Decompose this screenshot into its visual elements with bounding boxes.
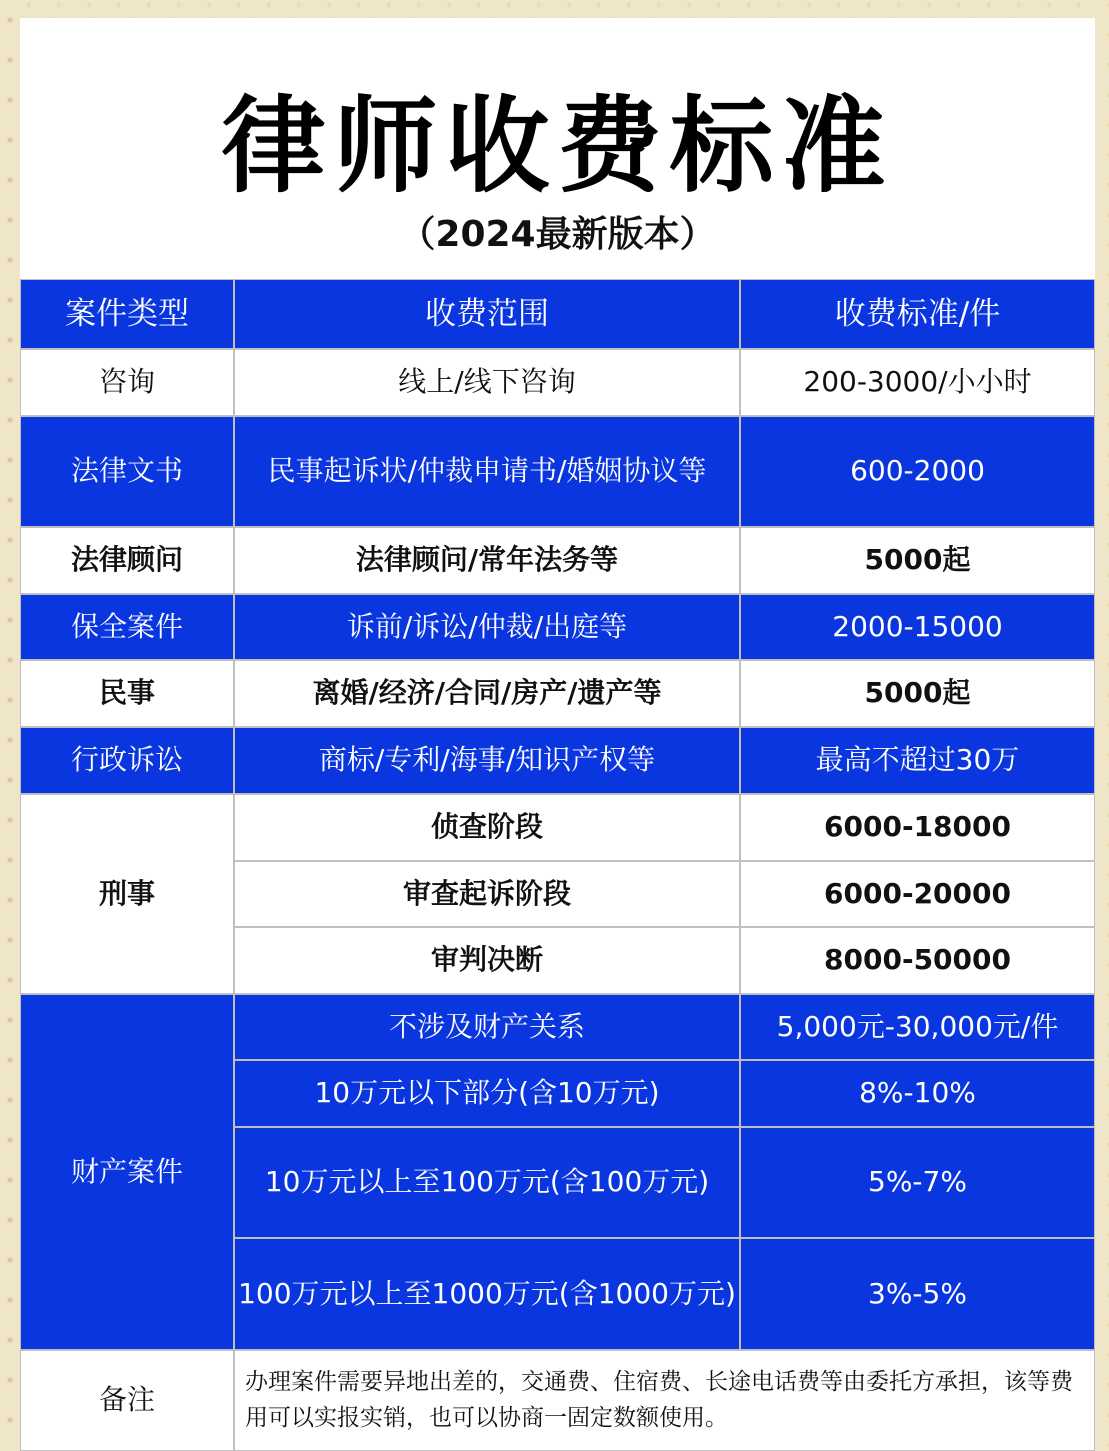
row-documents-type: 法律文书	[20, 416, 234, 527]
column-header-case-type: 案件类型	[20, 279, 234, 349]
row-counsel-type: 法律顾问	[20, 527, 234, 594]
property-tier-scope: 10万元以上至100万元(含100万元)	[234, 1127, 740, 1238]
row-civil-type: 民事	[20, 660, 234, 727]
criminal-stage-fee: 6000-20000	[740, 861, 1095, 927]
criminal-stage-scope: 审判决断	[234, 927, 740, 994]
header	[20, 18, 1095, 281]
property-tier-scope: 10万元以下部分(含10万元)	[234, 1060, 740, 1127]
price-sheet	[20, 18, 1095, 1451]
property-tier-fee: 3%-5%	[740, 1238, 1095, 1350]
property-tier-fee: 5,000元-30,000元/件	[740, 994, 1095, 1060]
row-preservation-fee: 2000-15000	[740, 594, 1095, 660]
criminal-stage-scope: 审查起诉阶段	[234, 861, 740, 927]
row-consultation-type: 咨询	[20, 349, 234, 416]
row-counsel-scope: 法律顾问/常年法务等	[234, 527, 740, 594]
row-civil-scope: 离婚/经济/合同/房产/遗产等	[234, 660, 740, 727]
row-civil-fee: 5000起	[740, 660, 1095, 727]
page-subtitle: （2024最新版本）	[399, 214, 716, 255]
criminal-stage-scope: 侦查阶段	[234, 794, 740, 861]
page-title: 律师收费标准	[221, 84, 894, 207]
remark-label: 备注	[20, 1350, 234, 1451]
column-header-fee: 收费标准/件	[740, 279, 1095, 349]
row-documents-fee: 600-2000	[740, 416, 1095, 527]
column-header-scope: 收费范围	[234, 279, 740, 349]
row-consultation-scope: 线上/线下咨询	[234, 349, 740, 416]
row-administrative-type: 行政诉讼	[20, 727, 234, 794]
row-documents-scope: 民事起诉状/仲裁申请书/婚姻协议等	[234, 416, 740, 527]
property-tier-fee: 5%-7%	[740, 1127, 1095, 1238]
row-preservation-type: 保全案件	[20, 594, 234, 660]
row-administrative-scope: 商标/专利/海事/知识产权等	[234, 727, 740, 794]
row-administrative-fee: 最高不超过30万	[740, 727, 1095, 794]
property-tier-scope: 100万元以上至1000万元(含1000万元)	[234, 1238, 740, 1350]
criminal-stage-fee: 6000-18000	[740, 794, 1095, 861]
property-tier-fee: 8%-10%	[740, 1060, 1095, 1127]
row-property-type: 财产案件	[20, 994, 234, 1350]
row-preservation-scope: 诉前/诉讼/仲裁/出庭等	[234, 594, 740, 660]
criminal-stage-fee: 8000-50000	[740, 927, 1095, 994]
row-consultation-fee: 200-3000/小小时	[740, 349, 1095, 416]
row-counsel-fee: 5000起	[740, 527, 1095, 594]
property-tier-scope: 不涉及财产关系	[234, 994, 740, 1060]
row-criminal-type: 刑事	[20, 794, 234, 994]
remark-text: 办理案件需要异地出差的，交通费、住宿费、长途电话费等由委托方承担，该等费用可以实报实销，也可以协商一固定数额使用。	[234, 1350, 1095, 1451]
